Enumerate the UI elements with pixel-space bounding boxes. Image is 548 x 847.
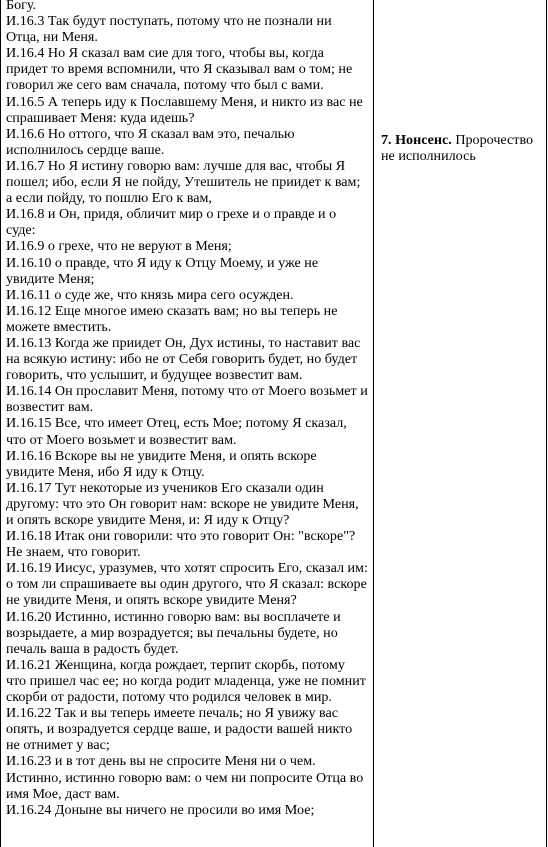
scripture-column: [6, 0, 368, 818]
commentary-text: Пророчество не исполнилось: [381, 132, 534, 165]
scripture-verse: И.16.19 Иисус, уразумев, что хотят спросить Его, сказал им: о том ли спрашиваете вы один другого, что Я сказал: вскоре не увидите Меня, и опять вскоре увидите Меня?: [6, 560, 368, 609]
scripture-verse: И.16.3 Так будут поступать, потому что не познали ни Отца, ни Меня.: [6, 13, 332, 46]
scripture-verse: И.16.11 о суде же, что князь мира сего осужден.: [6, 286, 294, 303]
scripture-verse: И.16.8 и Он, придя, обличит мир о грехе и о правде и о суде:: [6, 206, 337, 239]
scripture-verse: И.16.22 Так и вы теперь имеете печаль; но Я увижу вас опять, и возрадуется сердце ваше, и радости вашей никто не отнимет у вас;: [6, 705, 353, 754]
scripture-verse: И.16.16 Вскоре вы не увидите Меня, и опять вскоре увидите Меня, ибо Я иду к Отцу.: [6, 447, 317, 480]
scripture-paragraph: Богу.: [6, 0, 37, 13]
scripture-verse: И.16.15 Все, что имеет Отец, есть Мое; потому Я сказал, что от Моего возьмет и возвестит вам.: [6, 415, 347, 448]
scripture-verse: И.16.20 Истинно, истинно говорю вам: вы восплачете и возрыдаете, а мир возрадуется; вы печальны будете, но печаль ваша в радость будет.: [6, 608, 341, 657]
scripture-verse: И.16.24 Доныне вы ничего не просили во имя Мое;: [6, 801, 315, 818]
scripture-verse: И.16.13 Когда же приидет Он, Дух истины, то наставит вас на всякую истину: ибо не от Себя говорить будет, но будет говорить, что услышит, и будущее возвестит вам.: [6, 334, 361, 384]
scripture-verse: И.16.17 Тут некоторые из учеников Его сказали один другому: что это Он говорит нам: вскоре не увидите Меня, и опять вскоре увидите Меня, и: Я иду к Отцу?: [6, 479, 359, 528]
scripture-verse: И.16.21 Женщина, когда рождает, терпит скорбь, потому что пришел час ее; но когда родит младенца, уже не помнит скорби от радости, потому что родился человек в мир.: [6, 656, 366, 706]
column-divider: [373, 0, 374, 847]
scripture-verse: И.16.9 о грехе, что не веруют в Меня;: [6, 238, 232, 255]
scripture-verse: И.16.23 и в тот день вы не спросите Меня ни о чем. Истинно, истинно говорю вам: о чем ни попросите Отца во имя Мое, даст вам.: [6, 753, 364, 802]
scripture-verse: И.16.6 Но оттого, что Я сказал вам это, печалью исполнилось сердце ваше.: [6, 125, 295, 158]
commentary-column: [381, 132, 543, 164]
scripture-verse: И.16.4 Но Я сказал вам сие для того, чтобы вы, когда придет то время вспомнили, что Я сказывал вам о том; не говорил же сего вам сначала, потому что был с вами.: [6, 45, 353, 94]
scripture-verse: И.16.12 Еще многое имею сказать вам; но вы теперь не можете вместить.: [6, 302, 338, 335]
scripture-verse: И.16.14 Он прославит Меня, потому что от Моего возьмет и возвестит вам.: [6, 383, 368, 416]
scripture-verse: И.16.5 А теперь иду к Пославшему Меня, и никто из вас не спрашивает Меня: куда идешь?: [6, 93, 363, 126]
scripture-verse: И.16.18 Итак они говорили: что это говорит Он: "вскоре"? Не знаем, что говорит.: [6, 528, 356, 561]
scripture-verse: И.16.10 о правде, что Я иду к Отцу Моему, и уже не увидите Меня;: [6, 254, 319, 287]
scripture-verse: И.16.7 Но Я истину говорю вам: лучше для вас, чтобы Я пошел; ибо, если Я не пойду, Утешитель не приидет к вам; а если пойду, то пошлю Его к вам,: [6, 157, 361, 207]
commentary-label: 7. Нонсенс.: [381, 132, 452, 148]
